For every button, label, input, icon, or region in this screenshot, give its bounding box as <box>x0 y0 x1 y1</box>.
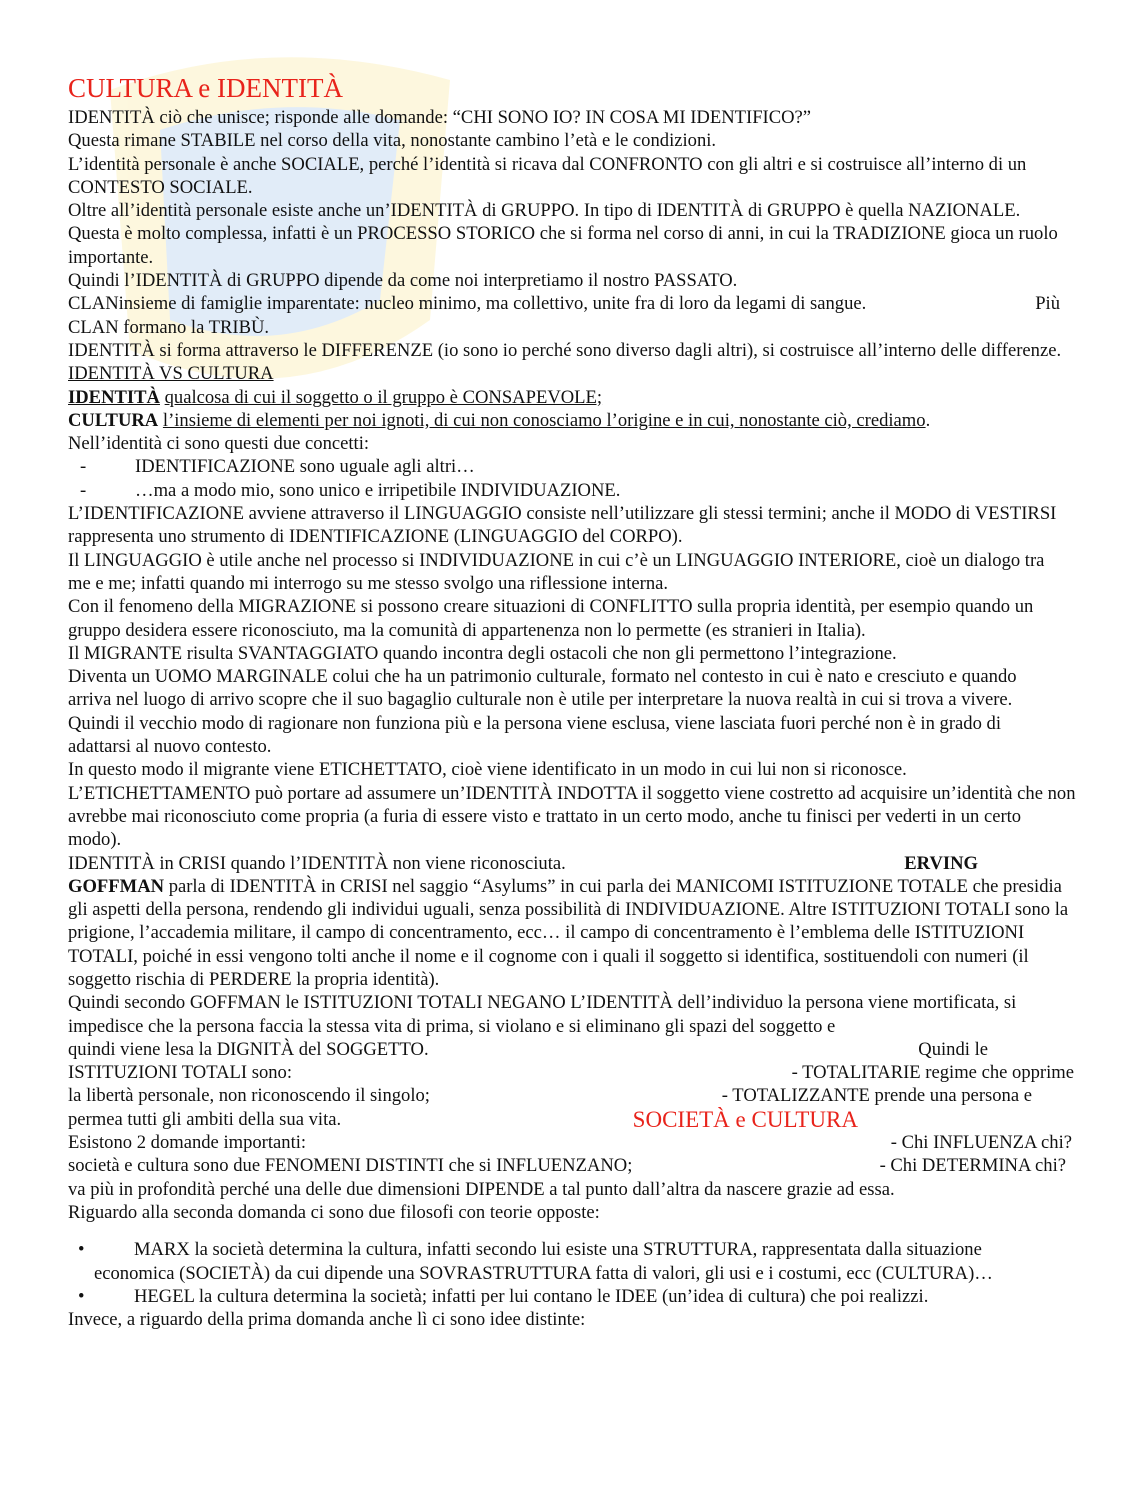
term-bold: IDENTITÀ <box>68 386 160 408</box>
definition: l’insieme di elementi per noi ignoti, di cui non conosciamo l’origine e in cui, nonostante ciò, crediamo <box>162 409 926 431</box>
text-span: Esistono 2 domande importanti: <box>68 1132 307 1154</box>
paragraph: L’ETICHETTAMENTO può portare ad assumere un’IDENTITÀ INDOTTA il soggetto viene costretto ad acquisire un’identità che non avrebbe mai riconosciuto come propria (a furia di essere visto e trattato in un certo modo, anche tu finisci per vederti in un certo modo). <box>68 782 1076 851</box>
paragraph: Diventa un UOMO MARGINALE colui che ha un patrimonio culturale, formato nel contesto in cui è nato e cresciuto e quando arriva nel luogo di arrivo scopre che il suo bagaglio culturale non è utile per interpretare la nuova realtà in cui si trova a vivere. Quindi il vecchio modo di ragionare non funziona più e la persona viene esclusa, viene lasciata fuori perché non è in grado di adattarsi al nuovo contesto. <box>68 666 1017 758</box>
term-bold: CULTURA <box>68 409 159 431</box>
text-span: . <box>925 409 931 431</box>
text-span: - Chi INFLUENZA chi? <box>890 1132 1072 1154</box>
section-title: SOCIETÀ e CULTURA <box>632 1106 858 1132</box>
document-page <box>68 70 1078 1331</box>
list-item <box>68 479 1078 502</box>
list-item-text: HEGEL la cultura determina la società; infatti per lui contano le IDEE (un’idea di cultura) che poi realizzi. <box>134 1285 929 1307</box>
paragraph: Invece, a riguardo della prima domanda anche lì ci sono idee distinte: <box>68 1309 586 1331</box>
text-span: società e cultura sono due FENOMENI DISTINTI che si INFLUENZANO; <box>68 1155 633 1177</box>
paragraph-row <box>68 1131 1072 1154</box>
paragraph <box>68 875 1078 991</box>
paragraph-crisis <box>68 852 978 875</box>
dash-marker: - <box>80 456 87 478</box>
paragraph: In questo modo il migrante viene ETICHETTATO, cioè viene identificato in un modo in cui lui non si riconosce. <box>68 759 907 781</box>
paragraph-row <box>68 1061 1074 1084</box>
page-title: CULTURA e IDENTITÀ <box>68 73 343 103</box>
list-item-text: MARX la società determina la cultura, infatti secondo lui esiste una STRUTTURA, rappresentata dalla situazione economica (SOCIETÀ) da cui dipende una SOVRASTRUTTURA fatta di valori, gli usi e i costumi, ecc (CULTURA)… <box>94 1239 993 1284</box>
text-span: Più <box>1035 293 1060 315</box>
bullet-marker: • <box>78 1239 85 1261</box>
paragraph: va più in profondità perché una delle due dimensioni DIPENDE a tal punto dall’altra da nascere grazie ad essa. <box>68 1178 895 1200</box>
text-span: Quindi le <box>918 1038 988 1060</box>
paragraph: Nell’identità ci sono questi due concetti: <box>68 433 370 455</box>
text-span: la libertà personale, non riconoscendo il singolo; <box>68 1085 430 1107</box>
paragraph: Il LINGUAGGIO è utile anche nel processo si INDIVIDUAZIONE in cui c’è un LINGUAGGIO INTERIORE, cioè un dialogo tra me e me; infatti quando mi interrogo su me stesso svolgo una riflessione interna. <box>68 549 1045 594</box>
text-span: - TOTALIZZANTE prende una persona e <box>721 1085 1032 1107</box>
paragraph: Riguardo alla seconda domanda ci sono due filosofi con teorie opposte: <box>68 1201 600 1223</box>
list-item <box>68 455 1078 478</box>
author-name: ERVING <box>904 852 978 874</box>
bullet-marker: • <box>78 1285 85 1307</box>
paragraph: L’identità personale è anche SOCIALE, perché l’identità si ricava dal CONFRONTO con gli altri e si costruisce all’interno di un CONTESTO SOCIALE. <box>68 153 1027 198</box>
dash-marker: - <box>80 479 87 501</box>
paragraph <box>68 409 1078 432</box>
text-span: quindi viene lesa la DIGNITÀ del SOGGETTO. <box>68 1038 429 1060</box>
paragraph: Con il fenomeno della MIGRAZIONE si possono creare situazioni di CONFLITTO sulla propria identità, per esempio quando un gruppo desidera essere riconosciuto, ma la comunità di appartenenza non lo permette (es stranieri in Italia). <box>68 596 1034 641</box>
text-span: CLANinsieme di famiglie imparentate: nucleo minimo, ma collettivo, unite fra di loro da legami di sangue. <box>68 293 867 315</box>
paragraph: CLAN formano la TRIBÙ. <box>68 316 270 338</box>
text-span: - Chi DETERMINA chi? <box>879 1155 1066 1177</box>
paragraph-row <box>68 1038 988 1061</box>
paragraph: IDENTITÀ ciò che unisce; risponde alle domande: “CHI SONO IO? IN COSA MI IDENTIFICO?” <box>68 107 812 128</box>
text-span: IDENTITÀ in CRISI quando l’IDENTITÀ non viene riconosciuta. <box>68 852 566 874</box>
definition: qualcosa di cui il soggetto o il gruppo è CONSAPEVOLE; <box>164 386 603 408</box>
list-item <box>68 1238 1054 1285</box>
spacer <box>68 1224 1078 1238</box>
paragraph: Quindi secondo GOFFMAN le ISTITUZIONI TOTALI NEGANO L’IDENTITÀ dell’individuo la persona viene mortificata, si impedisce che la persona faccia la stessa vita di prima, si violano e si eliminano gli spazi del soggetto e <box>68 992 1017 1037</box>
paragraph: L’IDENTIFICAZIONE avviene attraverso il LINGUAGGIO consiste nell’utilizzare gli stessi termini; anche il MODO di VESTIRSI rappresenta uno strumento di IDENTIFICAZIONE (LINGUAGGIO del CORPO). <box>68 503 1057 548</box>
paragraph: Oltre all’identità personale esiste anche un’IDENTITÀ di GRUPPO. In tipo di IDENTITÀ di GRUPPO è quella NAZIONALE. Questa è molto complessa, infatti è un PROCESSO STORICO che si forma nel corso di anni, in cui la TRADIZIONE gioca un ruolo importante. <box>68 200 1058 268</box>
list-item <box>68 1285 1094 1308</box>
text-span: ISTITUZIONI TOTALI sono: <box>68 1062 293 1084</box>
paragraph: IDENTITÀ si forma attraverso le DIFFERENZE (io sono io perché sono diverso dagli altri), si costruisce all’interno delle differenze. <box>68 339 1062 361</box>
paragraph: Quindi l’IDENTITÀ di GRUPPO dipende da come noi interpretiamo il nostro PASSATO. <box>68 270 738 292</box>
text-span: - TOTALITARIE regime che opprime <box>791 1062 1074 1084</box>
paragraph <box>68 386 1078 409</box>
text-span: parla di IDENTITÀ in CRISI nel saggio “Asylums” in cui parla dei MANICOMI ISTITUZIONE TOTALE che presidia gli aspetti della persona, rendendo gli individui uguali, senza possibilità di INDIVIDUAZIONE. Altre ISTITUZIONI TOTALI sono la prigione, l’accademia militare, il campo di concentramento, ecc… il campo di concentramento è l’emblema delle ISTITUZIONI TOTALI, poiché in essi vengono tolti anche il nome e il cognome con i quali il soggetto si identifica, sostituendoli con numeri (il soggetto rischia di PERDERE la propria identità). <box>68 875 1069 990</box>
text-span: permea tutti gli ambiti della sua vita. <box>68 1108 342 1130</box>
paragraph: Il MIGRANTE risulta SVANTAGGIATO quando incontra degli ostacoli che non gli permettono l’integrazione. <box>68 642 897 664</box>
author-name: GOFFMAN <box>68 875 165 897</box>
list-item-text: …ma a modo mio, sono unico e irripetibile INDIVIDUAZIONE. <box>135 479 621 501</box>
paragraph-row <box>68 1084 1032 1107</box>
paragraph: Questa rimane STABILE nel corso della vita, nonostante cambino l’età e le condizioni. <box>68 130 717 152</box>
paragraph-row <box>68 1108 858 1131</box>
paragraph-row <box>68 1154 1066 1177</box>
section-heading: IDENTITÀ VS CULTURA <box>68 363 274 385</box>
list-item-text: IDENTIFICAZIONE sono uguale agli altri… <box>135 456 475 478</box>
paragraph-clan <box>68 292 1060 315</box>
